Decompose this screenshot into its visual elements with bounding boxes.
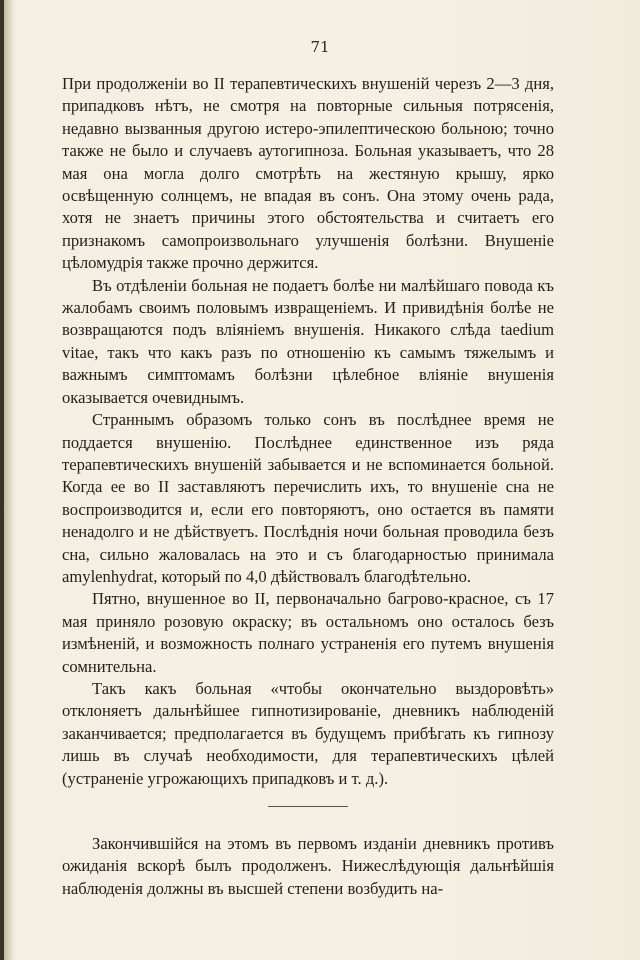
section-divider bbox=[268, 806, 348, 807]
page-number: 71 bbox=[310, 38, 330, 56]
closing-paragraph: Закончившійся на этомъ въ первомъ изданіи дневникъ противъ ожиданія вскорѣ былъ продолженъ. Нижеслѣдующія дальнѣйшія наблюденія должны въ высшей степени возбудить на- bbox=[62, 834, 554, 898]
paragraph-1: При продолженіи во II терапевтическихъ внушеній черезъ 2—3 дня, припадковъ нѣтъ, не смотря на повторные сильныя потрясенія, недавно вызванныя другою истеро-эпилептическою больною; точно также не было и случаевъ аутогипноза. Больная указываетъ, что 28 мая она могла долго смотрѣть на жестяную крышу, ярко освѣщенную солнцемъ, не впадая въ сонъ. Она этому очень рада, хотя не знаетъ причины этого обстоятельства и считаетъ его признакомъ самопроизвольнаго улучшенія болѣзни. Внушеніе цѣломудрія также прочно держится. bbox=[62, 74, 554, 273]
paragraph-4: Пятно, внушенное во II, первоначально багрово-красное, съ 17 мая приняло розовую окраску; въ остальномъ оно осталось безъ измѣненій, и возможность полнаго устраненія его путемъ внушенія сомнительна. bbox=[62, 589, 554, 676]
paragraph-2: Въ отдѣленіи больная не подаетъ болѣе ни малѣйшаго повода къ жалобамъ своимъ половымъ извращеніемъ. И привидѣнія болѣе не возвращаются подъ вліяніемъ внушенія. Никакого слѣда taedium vitae, такъ что какъ разъ по отношенію къ самымъ тяжелымъ и важнымъ симптомамъ болѣзни цѣлебное вліяніе внушенія оказывается очевиднымъ. bbox=[62, 275, 554, 407]
spine-shadow bbox=[4, 0, 14, 960]
body-text bbox=[62, 73, 554, 900]
paragraph-3: Страннымъ образомъ только сонъ въ послѣднее время не поддается внушенію. Послѣднее единственное изъ ряда терапевтическихъ внушеній забывается и не вспоминается больной. Когда ее во II заставляютъ перечислить ихъ, то внушеніе сна не воспроизводится и, если его повторяютъ, оно остается въ памяти ненадолго и не дѣйствуетъ. Послѣднія ночи больная проводила безъ сна, сильно жаловалась на это и съ благодарностью принимала amylenhydrat, который по 4,0 дѣйствовалъ благодѣтельно. bbox=[62, 410, 554, 586]
paragraph-5: Такъ какъ больная «чтобы окончательно выздоровѣть» отклоняетъ дальнѣйшее гипнотизированіе, дневникъ наблюденій заканчивается; предполагается въ будущемъ прибѣгать къ гипнозу лишь въ случаѣ необходимости, для терапевтическихъ цѣлей (устраненіе угрожающихъ припадковъ и т. д.). bbox=[62, 678, 554, 788]
